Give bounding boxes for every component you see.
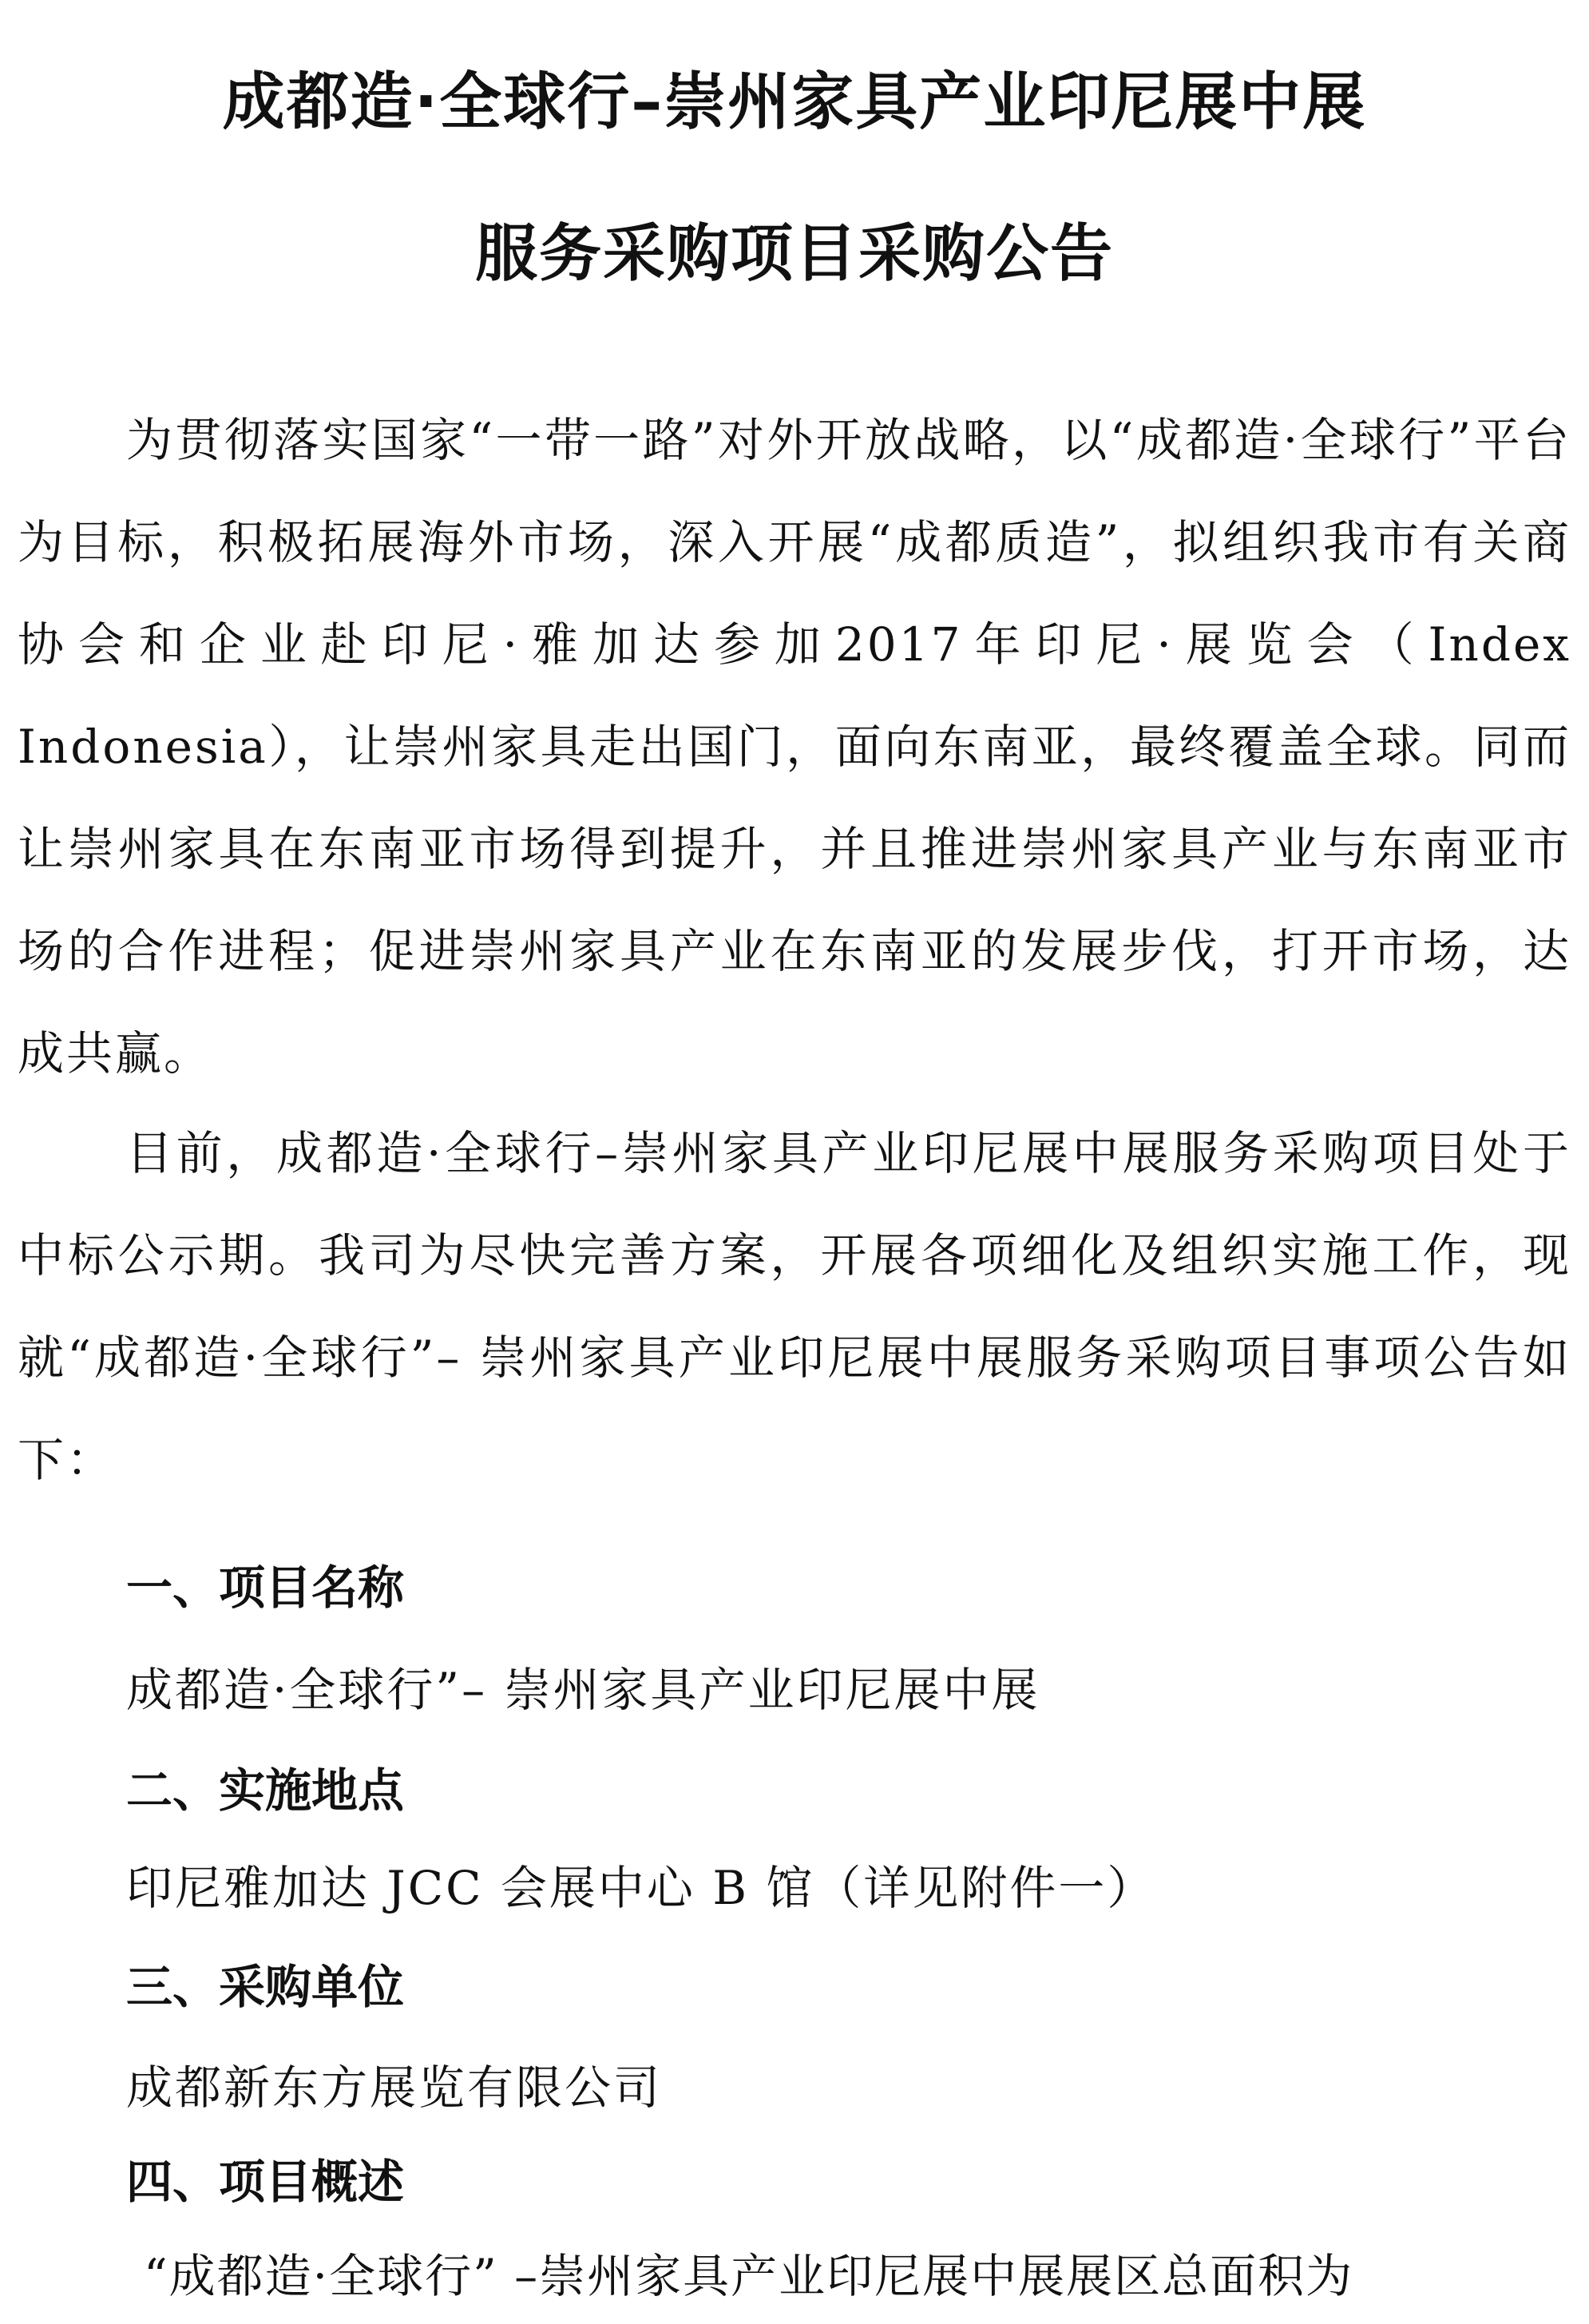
document-title-line-2: 服务采购项目采购公告 <box>474 218 1114 290</box>
document-title-line-1: 成都造·全球行–崇州家具产业印尼展中展 <box>222 66 1367 138</box>
section-content-project-name: 成都造·全球行”– 崇州家具产业印尼展中展 <box>126 1663 1040 1717</box>
section-heading-location: 二、实施地点 <box>126 1763 405 1818</box>
section-heading-project-name: 一、项目名称 <box>126 1561 405 1615</box>
section-content-purchaser: 成都新东方展览有限公司 <box>126 2060 663 2115</box>
section-content-overview: “成都造·全球行” –崇州家具产业印尼展中展展区总面积为 <box>144 2249 1354 2303</box>
section-heading-purchaser: 三、采购单位 <box>126 1960 405 2014</box>
section-content-location: 印尼雅加达 JCC 会展中心 B 馆（详见附件一） <box>126 1861 1156 1915</box>
intro-paragraph: 为贯彻落实国家“一带一路”对外开放战略，以“成都造·全球行”平台为目标，积极拓展海外市场，深入开展“成都质造”，拟组织我市有关商协会和企业赴印尼·雅加达参加2017年印尼·展览会（Index Indonesia），让崇州家具走出国门，面向东南亚，最终覆盖全球。同而让崇州家具在东南亚市场得到提升，并且推进崇州家具产业与东南亚市场的合作进程；促进崇州家具产业在东南亚的发展步伐，打开市场，达成共赢。 <box>18 413 1571 1081</box>
status-paragraph: 目前，成都造·全球行–崇州家具产业印尼展中展服务采购项目处于中标公示期。我司为尽快完善方案，开展各项细化及组织实施工作，现就“成都造·全球行”– 崇州家具产业印尼展中展服务采购项目事项公告如下： <box>18 1126 1571 1487</box>
section-heading-overview: 四、项目概述 <box>126 2155 405 2209</box>
